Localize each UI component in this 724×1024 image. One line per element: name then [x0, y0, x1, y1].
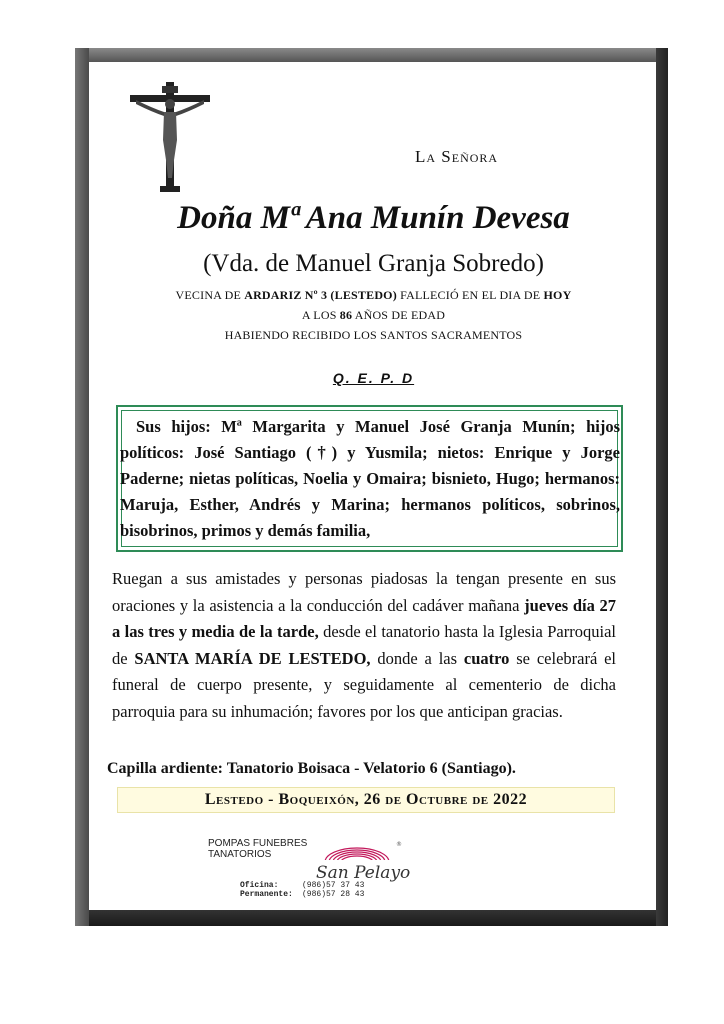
svg-text:®: ®: [396, 841, 402, 848]
title-prefix: La Señora: [415, 147, 499, 166]
office-phone-row: Oficina: (986)57 37 43: [240, 881, 365, 890]
chapel-info: Capilla ardiente: Tanatorio Boisaca - Velatorio 6 (Santiago).: [107, 760, 516, 777]
family-list: [120, 414, 620, 544]
place-date: Lestedo - Boqueixón, 26 de Octubre de 2022: [117, 787, 615, 813]
permanent-phone-row: Permanente: (986)57 28 43: [240, 890, 365, 899]
crucifix-icon: [130, 82, 210, 194]
deceased-name: Doña Mª Ana Munín Devesa: [177, 200, 570, 236]
contact-phones: [240, 881, 364, 899]
funeral-home-name: POMPAS FUNEBRES TANATORIOS: [208, 838, 308, 860]
ceremony-paragraph: Ruegan a sus amistades y personas piadosas la tengan presente en sus oraciones y la asistencia a la conducción del cadáver mañana jueves día 27 a las tres y media de la tarde, desde el tanatorio hasta la Iglesia Parroquial de SANTA MARÍA DE LESTEDO, donde a las cuatro se celebrará el funeral de cuerpo presente, y seguidamente al cementerio de dicha parroquia para su inhumación; favores por los que anticipan gracias.: [112, 569, 617, 721]
widow-of: (Vda. de Manuel Granja Sobredo): [203, 250, 544, 277]
svg-text:San Pelayo: San Pelayo: [316, 863, 411, 883]
frame-left: [75, 48, 89, 926]
family-text: Sus hijos: Mª Margarita y Manuel José Granja Munín; hijos políticos: José Santiago (†) y Yusmila; nietos: Enrique y Jorge Paderne; nietas políticas, Noelia y Omaira; bisnieto, Hugo; hermanos: Maruja, Esther, Andrés y Marina; hermanos políticos, sobrinos, bisobrinos, primos y demás familia,: [120, 417, 620, 540]
frame-top: [75, 48, 668, 62]
sacraments-line: HABIENDO RECIBIDO LOS SANTOS SACRAMENTOS: [224, 328, 523, 342]
qepd-label: Q. E. P. D: [332, 370, 415, 386]
frame-bottom: [75, 910, 668, 926]
residence-line: VECINA DE ARDARIZ Nº 3 (LESTEDO) FALLECIÓ EN EL DIA DE HOY: [175, 288, 572, 302]
frame-right: [656, 48, 668, 926]
age-line: A LOS 86 AÑOS DE EDAD: [301, 308, 446, 322]
death-info: [90, 285, 657, 345]
